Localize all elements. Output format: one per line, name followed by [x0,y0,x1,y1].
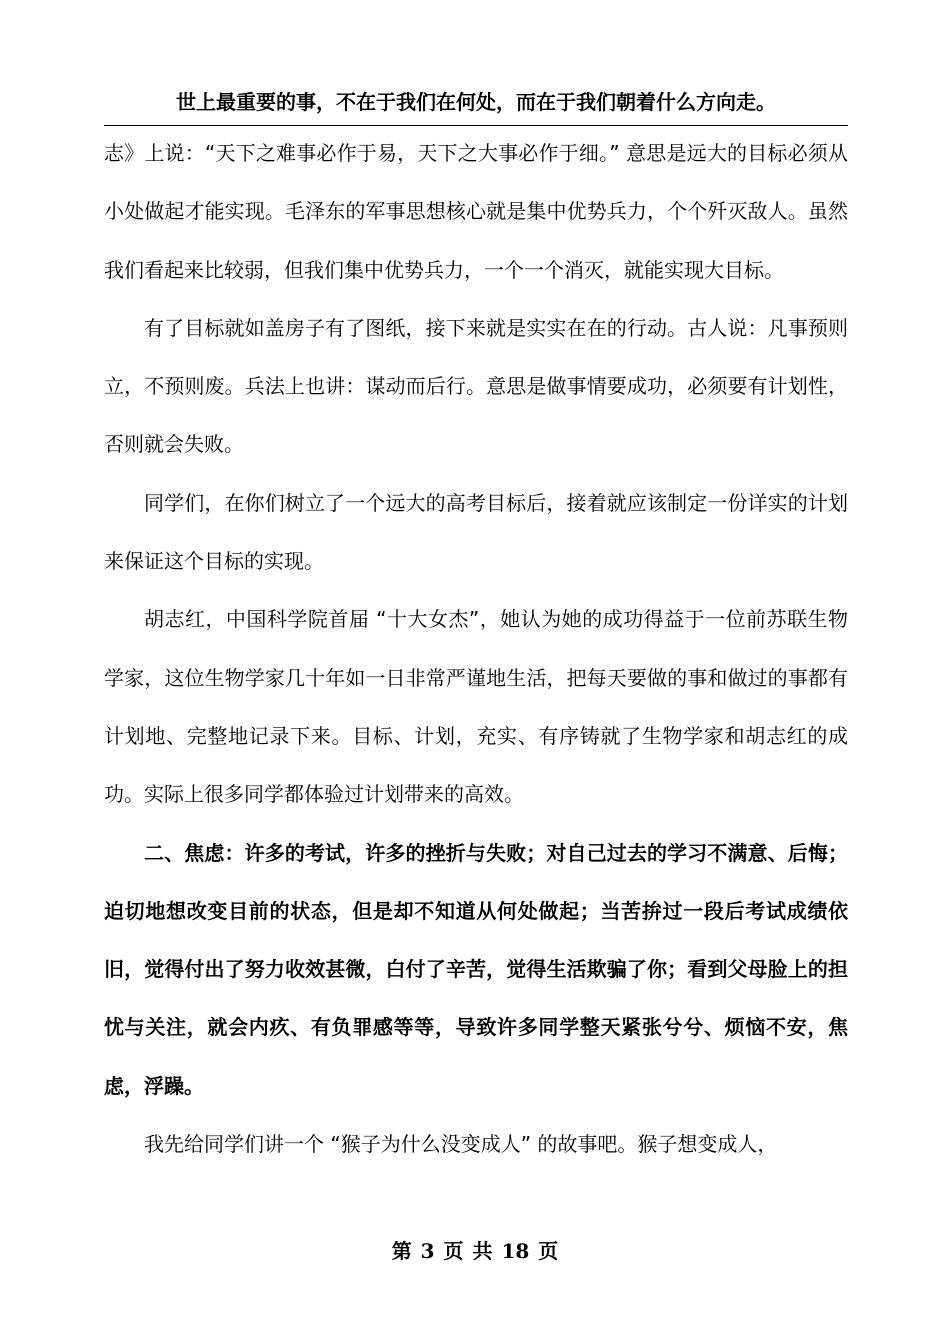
paragraph-continuation: 志》上说：“天下之难事必作于易，天下之大事必作于细。” 意思是远大的目标必须从小处做起才能实现。毛泽东的军事思想核心就是集中优势兵力，个个歼灭敌人。虽然我们看起来比较弱，但我们集中优势兵力，一个一个消灭，就能实现大目标。 [104,141,848,282]
paragraph-plan-action: 有了目标就如盖房子有了图纸，接下来就是实实在在的行动。古人说：凡事预则立，不预则废。兵法上也讲：谋动而后行。意思是做事情要成功，必须要有计划性，否则就会失败。 [104,315,848,457]
document-body [104,124,848,1173]
page-number: 第 3 页 共 18 页 [391,1239,559,1263]
page-header: 世上最重要的事，不在于我们在何处，而在于我们朝着什么方向走。 [176,90,776,114]
section-heading-anxiety: 二、焦虑：许多的考试，许多的挫折与失败；对自己过去的学习不满意、后悔；迫切地想改变目前的状态，但是却不知道从何处做起；当苦拚过一段后考试成绩依旧，觉得付出了努力收效甚微，白付了辛苦，觉得生活欺骗了你；看到父母脸上的担忧与关注，就会内疚、有负罪感等等，导致许多同学整天紧张兮兮、烦恼不安，焦虑，浮躁。 [104,840,848,1098]
paragraph-monkey-story: 我先给同学们讲一个 “猴子为什么没变成人” 的故事吧。猴子想变成人， [144,1132,778,1157]
paragraph-plan-advice: 同学们，在你们树立了一个远大的高考目标后，接着就应该制定一份详实的计划来保证这个目标的实现。 [104,490,848,574]
paragraph-hu-zhihong: 胡志红，中国科学院首届 “十大女杰”，她认为她的成功得益于一位前苏联生物学家，这位生物学家几十年如一日非常严谨地生活，把每天要做的事和做过的事都有计划地、完整地记录下来。目标、计划，充实、有序铸就了生物学家和胡志红的成功。实际上很多同学都体验过计划带来的高效。 [104,607,848,807]
